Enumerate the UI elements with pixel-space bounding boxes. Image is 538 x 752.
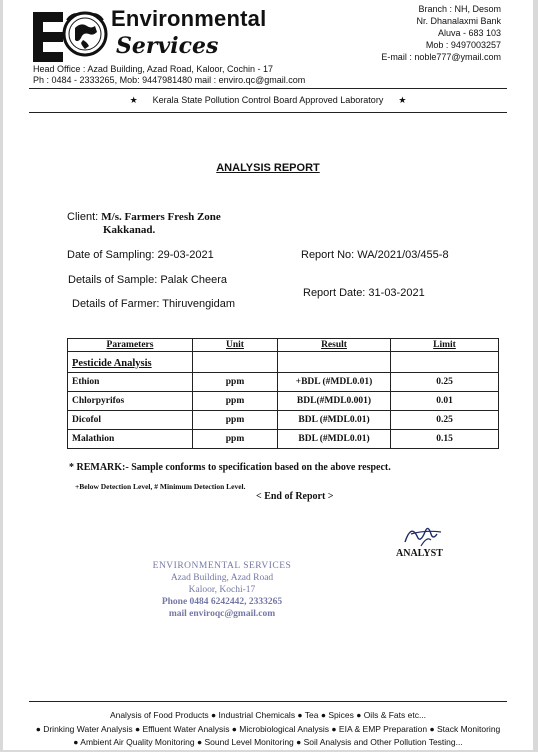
cell-parameter: Chlorpyrifos xyxy=(68,392,193,411)
report-page xyxy=(3,0,533,750)
letterhead-divider-bottom xyxy=(29,112,507,113)
star-icon: ★ xyxy=(398,95,407,105)
analyst-label: ANALYST xyxy=(396,548,443,559)
cell-parameter: Ethion xyxy=(68,373,193,392)
results-table xyxy=(67,338,499,449)
remark-text: * REMARK:- Sample conforms to specification based on the above respect. xyxy=(69,462,391,473)
office-stamp xyxy=(137,560,307,620)
sample-details: Details of Sample: Palak Cheera xyxy=(68,274,227,286)
table-row xyxy=(68,411,499,430)
client-place: Kakkanad. xyxy=(103,224,156,236)
report-number: Report No: WA/2021/03/455-8 xyxy=(301,249,449,261)
brand-name-line1: Environmental xyxy=(111,6,267,31)
branch-address-line: Mob : 9497003257 xyxy=(425,40,501,50)
cell-result: +BDL (#MDL0.01) xyxy=(278,373,391,392)
cell-unit: ppm xyxy=(193,430,278,449)
branch-address-line: Nr. Dhanalaxmi Bank xyxy=(416,16,501,26)
cell-result: BDL(#MDL0.001) xyxy=(278,392,391,411)
cell-parameter: Dicofol xyxy=(68,411,193,430)
cell-parameter: Malathion xyxy=(68,430,193,449)
cell-limit: 0.15 xyxy=(391,430,499,449)
cell-unit: ppm xyxy=(193,392,278,411)
head-office-address: Head Office : Azad Building, Azad Road, Kaloor, Cochin - 17 xyxy=(33,64,273,74)
stamp-line: ENVIRONMENTAL SERVICES xyxy=(152,561,292,571)
cell-limit: 0.25 xyxy=(391,373,499,392)
header-unit: Unit xyxy=(193,339,278,352)
table-header-row xyxy=(68,339,499,352)
cell-unit: ppm xyxy=(193,411,278,430)
cell-result: BDL (#MDL0.01) xyxy=(278,411,391,430)
farmer-details: Details of Farmer: Thiruvengidam xyxy=(72,298,236,310)
stamp-line: Kaloor, Kochi-17 xyxy=(188,585,256,595)
detection-legend: +Below Detection Level, # Minimum Detection Level. xyxy=(75,482,246,491)
table-row xyxy=(68,392,499,411)
footer-services-line: ● Ambient Air Quality Monitoring ● Sound Level Monitoring ● Soil Analysis and Other Pollution Testing... xyxy=(73,737,463,747)
client-line xyxy=(67,211,221,223)
cell-limit: 0.25 xyxy=(391,411,499,430)
globe-logo-icon xyxy=(61,10,109,63)
brand-name-line2: Services xyxy=(116,33,219,59)
header-result: Result xyxy=(278,339,391,352)
accreditation-banner xyxy=(3,95,533,106)
footer-services-line: ● Drinking Water Analysis ● Effluent Water Analysis ● Microbiological Analysis ● EIA & EMP Preparation ● Stack Monitoring xyxy=(35,724,501,734)
accreditation-text: Kerala State Pollution Control Board Approved Laboratory xyxy=(152,95,384,105)
header-parameters: Parameters xyxy=(68,339,193,352)
stamp-line: Azad Building, Azad Road xyxy=(170,573,274,583)
stamp-line: Phone 0484 6242442, 2333265 xyxy=(161,597,283,607)
subheader-pesticide: Pesticide Analysis xyxy=(68,352,193,373)
stamp-line: mail enviroqc@gmail.com xyxy=(168,609,276,619)
cell-limit: 0.01 xyxy=(391,392,499,411)
letterhead-divider-top xyxy=(29,88,507,89)
report-title: ANALYSIS REPORT xyxy=(216,162,320,174)
branch-address-line: Branch : NH, Desom xyxy=(418,4,501,14)
footer-divider xyxy=(29,701,507,702)
table-row xyxy=(68,373,499,392)
date-of-sampling: Date of Sampling: 29-03-2021 xyxy=(67,249,214,261)
head-office-contact: Ph : 0484 - 2333265, Mob: 9447981480 mail : enviro.qc@gmail.com xyxy=(33,75,306,85)
branch-email: E-mail : noble777@ymail.com xyxy=(381,52,501,62)
table-subheader-row xyxy=(68,352,499,373)
end-of-report: < End of Report > xyxy=(256,491,334,502)
cell-unit: ppm xyxy=(193,373,278,392)
star-icon: ★ xyxy=(129,95,138,105)
client-name: M/s. Farmers Fresh Zone xyxy=(101,211,221,223)
footer-services-line: Analysis of Food Products ● Industrial Chemicals ● Tea ● Spices ● Oils & Fats etc... xyxy=(109,710,427,720)
header-limit: Limit xyxy=(391,339,499,352)
report-date: Report Date: 31-03-2021 xyxy=(303,287,425,299)
cell-result: BDL (#MDL0.01) xyxy=(278,430,391,449)
branch-address-line: Aluva - 683 103 xyxy=(437,28,501,38)
table-row xyxy=(68,430,499,449)
client-label: Client: xyxy=(67,211,99,223)
logo-e-icon xyxy=(33,12,63,62)
